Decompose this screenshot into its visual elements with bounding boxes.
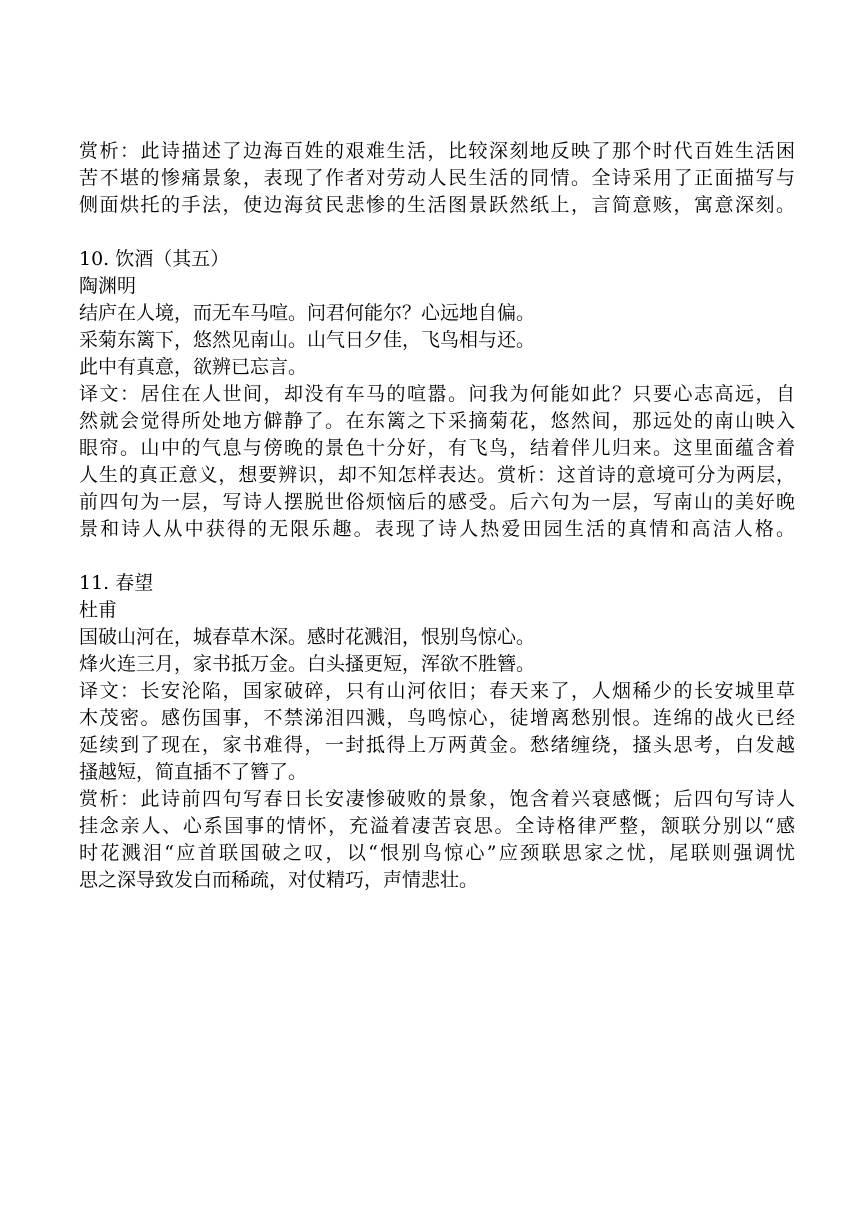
paragraph-line: 苦不堪的惨痛景象，表现了作者对劳动人民生活的同情。全诗采用了正面描写与 xyxy=(79,167,795,189)
poem-author: 陶渊明 xyxy=(79,275,137,297)
poem-verse: 烽火连三月，家书抵万金。白头搔更短，浑欲不胜簪。 xyxy=(79,653,536,675)
commentary-line: 景和诗人从中获得的无限乐趣。表现了诗人热爱田园生活的真情和高洁人格。 xyxy=(79,518,795,540)
appreciation-line: 赏析：此诗前四句写春日长安凄惨破败的景象，饱含着兴衰感慨；后四句写诗人 xyxy=(79,788,795,810)
commentary-line: 人生的真正意义，想要辨识，却不知怎样表达。赏析：这首诗的意境可分为两层， xyxy=(79,464,795,486)
poem-verse: 结庐在人境，而无车马喧。问君何能尔？心远地自偏。 xyxy=(79,302,536,324)
translation-line: 搔越短，简直插不了簪了。 xyxy=(79,761,308,783)
commentary-line: 译文：居住在人世间，却没有车马的喧嚣。问我为何能如此？只要心志高远，自 xyxy=(79,383,795,405)
paragraph-line: 侧面烘托的手法，使边海贫民悲惨的生活图景跃然纸上，言简意赅，寓意深刻。 xyxy=(79,194,795,216)
poem-10-section xyxy=(79,246,795,543)
translation-line: 延续到了现在，家书难得，一封抵得上万两黄金。愁绪缠绕，搔头思考，白发越 xyxy=(79,734,795,756)
section-gap xyxy=(79,543,795,570)
commentary-line: 眼帘。山中的气息与傍晚的景色十分好，有飞鸟，结着伴儿归来。这里面蕴含着 xyxy=(79,437,795,459)
intro-shangxi-paragraph xyxy=(79,138,795,219)
poem-11-section xyxy=(79,570,795,894)
poem-verse: 此中有真意，欲辨已忘言。 xyxy=(79,356,308,378)
poem-verse: 采菊东篱下，悠然见南山。山气日夕佳，飞鸟相与还。 xyxy=(79,329,536,351)
appreciation-line: 思之深导致发白而稀疏，对仗精巧，声情悲壮。 xyxy=(79,869,479,891)
poem-title: 11. 春望 xyxy=(79,572,154,594)
translation-line: 木茂密。感伤国事，不禁涕泪四溅，鸟鸣惊心，徒增离愁别恨。连绵的战火已经 xyxy=(79,707,795,729)
poem-title: 10. 饮酒（其五） xyxy=(79,248,230,270)
commentary-line: 前四句为一层，写诗人摆脱世俗烦恼后的感受。后六句为一层，写南山的美好晚 xyxy=(79,491,795,513)
document-page xyxy=(79,138,795,894)
section-gap xyxy=(79,219,795,246)
poem-verse: 国破山河在，城春草木深。感时花溅泪，恨别鸟惊心。 xyxy=(79,626,536,648)
paragraph-line: 赏析：此诗描述了边海百姓的艰难生活，比较深刻地反映了那个时代百姓生活困 xyxy=(79,140,795,162)
appreciation-line: 挂念亲人、心系国事的情怀，充溢着凄苦哀思。全诗格律严整，颔联分别以“感 xyxy=(79,815,795,837)
appreciation-line: 时花溅泪“应首联国破之叹，以“恨别鸟惊心”应颈联思家之忧，尾联则强调忧 xyxy=(79,842,795,864)
poem-author: 杜甫 xyxy=(79,599,118,621)
commentary-line: 然就会觉得所处地方僻静了。在东篱之下采摘菊花，悠然间，那远处的南山映入 xyxy=(79,410,795,432)
translation-line: 译文：长安沦陷，国家破碎，只有山河依旧；春天来了，人烟稀少的长安城里草 xyxy=(79,680,795,702)
